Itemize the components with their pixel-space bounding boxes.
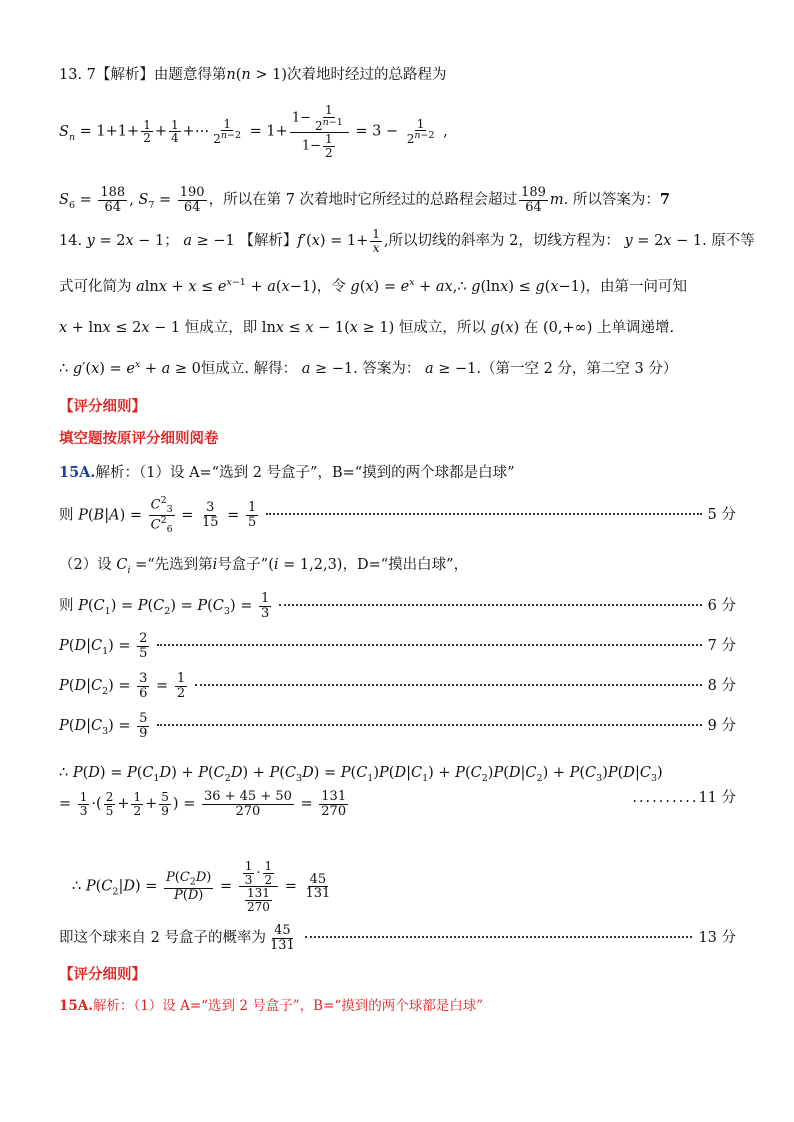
q14-line2: 式可化简为 $alnx + x \le e^{x-1} + a(x-1)$，令 $g(x) = e^x$ + ax,∴ g(lnx) ≤ g(x−1)，由第一问可知 [59,277,688,295]
q14-line1: 14. y = 2x − 1； a ≥ −1 【解析】f′(x) = 1+ $\frac{1}{x}$ ,所以切线的斜率为 2，切线方程为： y = 2x − 1. 原不等 [59,227,755,255]
scoring-heading-2: 【评分细则】 [59,966,146,983]
q14-line4: ∴ $g'(x) = e^x + a \ge 0$恒成立. 解得： a ≥ −1. 答案为： a ≥ −1.（第一空 2 分，第二空 3 分） [59,359,678,377]
q13-sum-formula: $S_n = 1+1+$ $\frac{1}{2}$ + $\frac{1}{4}$ +⋯ $\frac{1}{2^{n-2}}$ = 1+ 1− $\frac{1}{2^{n-1}}$ 1− $\frac{1}{2}$ = 3 − $\frac{1}{2^{n-2}}$ , [59,103,448,160]
q15-bayes: ∴ $P(C_2|D)$ = $\frac{P(C_2D)}{P(D)}$ = $\frac{1}{3}$ · $\frac{1}{2}$ $\frac{131}{270}$ = $\frac{45}{131}$ [72,859,331,914]
scoring-rule: 填空题按原评分细则阅卷 [59,430,219,447]
scoring-heading-1: 【评分细则】 [59,398,146,415]
q13-intro: 13. 7【解析】由题意得第n(n > 1)次着地时经过的总路程为 [59,67,447,83]
q15-p-d-c2: $P(D|C_2)$ = $\frac{3}{6}$ = $\frac{1}{2}$ 8 分 [59,671,736,701]
points-13: 13 分 [698,930,736,947]
q13-conclusion: $S_6$ = $\frac{188}{64}$ , $S_7$ = $\frac{190}{64}$ ，所以在第 7 次着地时它所经过的总路程会超过 $\frac{189}{64}$ m. 所以答案为：7 [59,185,670,215]
q14-line3: x + lnx ≤ 2x − 1 恒成立，即 lnx ≤ x − 1(x ≥ 1) 恒成立，所以 g(x) 在 (0,+∞) 上单调递增. [59,320,675,336]
points-8: 8 分 [707,678,736,695]
q15-intro: 15A.解析：（1）设 A=“选到 2 号盒子”，B=“摸到的两个球都是白球” [59,464,515,481]
scoring2-intro: 15A.解析：（1）设 A=“选到 2 号盒子”，B=“摸到的两个球都是白球” [59,998,484,1014]
q15-total-prob-line1: ∴ $P(D) = P(C_1D) + P(C_2D) + P(C_3D) = P(C_1)P(D|C_1) + P(C_2)P(D|C_2) + P(C_3)P(D|C_3)$ [59,765,663,784]
q15-final: 即这个球来自 2 号盒子的概率为 $\frac{45}{131}$ 13 分 [59,923,736,953]
points-7: 7 分 [707,638,736,655]
q15-p-c: 则 $P(C_1) = P(C_2) = P(C_3)$ = $\frac{1}{3}$ 6 分 [59,591,736,621]
q15-p-d-c1: $P(D|C_1)$ = $\frac{2}{5}$ 7 分 [59,631,736,661]
q15-p-b-given-a: 则 P(B|A) = $\frac{C^2_3}{C^2_6}$ = $\frac{3}{15}$ = $\frac{1}{5}$ 5 分 [59,495,736,535]
q15-p-d-c3: $P(D|C_3)$ = $\frac{5}{9}$ 9 分 [59,711,736,741]
q15-part2-intro: （2）设 $C_i$ =“先选到第i号盒子”(i = 1,2,3)，D=“摸出白球”， [59,557,469,576]
q15-points-11: ..........11 分 [632,790,736,806]
points-6: 6 分 [707,598,736,615]
points-5: 5 分 [707,507,736,524]
q15-total-prob-line2: = $\frac{1}{3}$ ·( $\frac{2}{5}$ + $\frac{1}{2}$ + $\frac{5}{9}$ ) = $\frac{36 + 45 + 50}{270}$ = $\frac{131}{270}$ [59,789,347,819]
points-9: 9 分 [707,718,736,735]
